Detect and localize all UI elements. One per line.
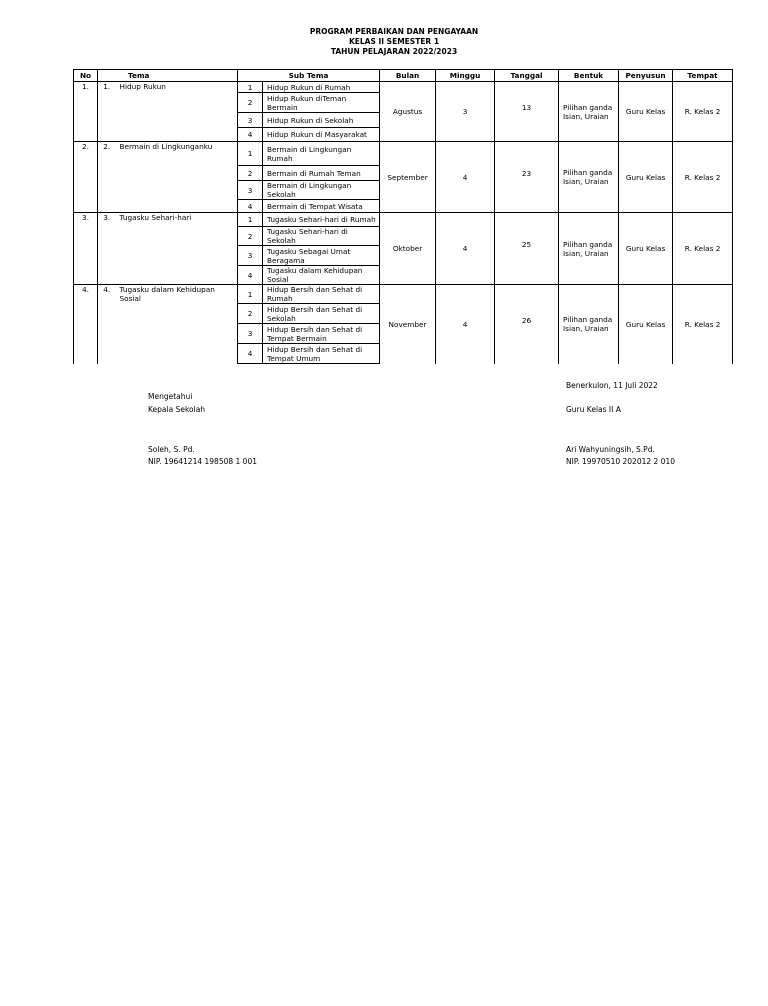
tanggal-cell: 23 [495,142,559,213]
tempat-cell: R. Kelas 2 [673,213,733,285]
bulan-cell: September [380,142,436,213]
tema-number-cell: 3. [98,213,116,285]
subtema-number-cell: 3 [238,246,263,266]
bentuk-cell: Pilihan ganda Isian, Uraian [559,285,619,364]
penyusun-cell: Guru Kelas [619,142,673,213]
tanggal-cell: 25 [495,213,559,285]
col-header-bulan: Bulan [380,70,436,82]
col-header-minggu: Minggu [436,70,495,82]
program-table [73,69,733,364]
subtema-number-cell: 3 [238,324,263,344]
table-row [74,82,733,93]
tema-cell: Bermain di Lingkunganku [116,142,238,213]
signature-place-date: Benerkulon, 11 Juli 2022 [566,381,658,390]
subtema-cell: Hidup Rukun di Rumah [263,82,380,93]
subtema-number-cell: 4 [238,344,263,364]
row-number-cell: 3. [74,213,98,285]
subtema-number-cell: 2 [238,93,263,113]
subtema-cell: Bermain di Lingkungan Rumah [263,142,380,166]
bentuk-cell: Pilihan ganda Isian, Uraian [559,82,619,142]
signature-left-label-2: Kepala Sekolah [148,405,206,414]
penyusun-cell: Guru Kelas [619,82,673,142]
doc-title-line-3: TAHUN PELAJARAN 2022/2023 [330,47,458,56]
subtema-number-cell: 4 [238,128,263,142]
signature-right-label: Guru Kelas II A [566,405,621,414]
bulan-cell: Oktober [380,213,436,285]
table-header-row [74,70,733,82]
tema-cell: Hidup Rukun [116,82,238,142]
signature-left-name: Soleh, S. Pd. [148,445,195,454]
subtema-cell: Hidup Rukun di Sekolah [263,113,380,128]
col-header-tanggal: Tanggal [495,70,559,82]
bentuk-cell: Pilihan ganda Isian, Uraian [559,142,619,213]
subtema-cell: Bermain di Rumah Teman [263,166,380,181]
subtema-number-cell: 2 [238,227,263,246]
row-number-cell: 1. [74,82,98,142]
minggu-cell: 4 [436,213,495,285]
minggu-cell: 4 [436,142,495,213]
table-row [74,285,733,304]
subtema-cell: Bermain di Tempat Wisata [263,200,380,213]
subtema-cell: Hidup Rukun di Masyarakat [263,128,380,142]
subtema-cell: Hidup Rukun diTeman Bermain [263,93,380,113]
tema-number-cell: 2. [98,142,116,213]
tempat-cell: R. Kelas 2 [673,82,733,142]
tempat-cell: R. Kelas 2 [673,142,733,213]
subtema-number-cell: 2 [238,166,263,181]
bentuk-cell: Pilihan ganda Isian, Uraian [559,213,619,285]
subtema-number-cell: 4 [238,266,263,285]
tanggal-cell: 13 [495,82,559,142]
tema-number-cell: 1. [98,82,116,142]
row-number-cell: 4. [74,285,98,364]
tema-number-cell: 4. [98,285,116,364]
penyusun-cell: Guru Kelas [619,213,673,285]
subtema-cell: Hidup Bersih dan Sehat di Sekolah [263,304,380,324]
col-header-tema: Tema [98,70,238,82]
signature-right-nip: NIP. 19970510 202012 2 010 [566,457,675,466]
row-number-cell: 2. [74,142,98,213]
minggu-cell: 4 [436,285,495,364]
col-header-bentuk: Bentuk [559,70,619,82]
doc-title-line-1: PROGRAM PERBAIKAN DAN PENGAYAAN [309,27,479,36]
subtema-cell: Bermain di Lingkungan Sekolah [263,181,380,200]
penyusun-cell: Guru Kelas [619,285,673,364]
col-header-tempat: Tempat [673,70,733,82]
subtema-cell: Hidup Bersih dan Sehat di Rumah [263,285,380,304]
subtema-number-cell: 2 [238,304,263,324]
doc-title-line-2: KELAS II SEMESTER 1 [348,37,440,46]
tanggal-cell: 26 [495,285,559,364]
subtema-number-cell: 1 [238,82,263,93]
table-row [74,142,733,166]
bulan-cell: Agustus [380,82,436,142]
tema-cell: Tugasku Sehari-hari [116,213,238,285]
tema-cell: Tugasku dalam Kehidupan Sosial [116,285,238,364]
table-row [74,213,733,227]
signature-right-name: Ari Wahyuningsih, S.Pd. [566,445,655,454]
subtema-number-cell: 1 [238,213,263,227]
col-header-subtema: Sub Tema [238,70,380,82]
subtema-cell: Hidup Bersih dan Sehat di Tempat Bermain [263,324,380,344]
minggu-cell: 3 [436,82,495,142]
subtema-number-cell: 3 [238,181,263,200]
signature-left-nip: NIP. 19641214 198508 1 001 [148,457,257,466]
subtema-number-cell: 1 [238,285,263,304]
subtema-number-cell: 1 [238,142,263,166]
col-header-no: No [74,70,98,82]
signature-left-label-1: Mengetahui [148,392,193,401]
subtema-cell: Tugasku Sehari-hari di Sekolah [263,227,380,246]
subtema-number-cell: 4 [238,200,263,213]
subtema-cell: Tugasku dalam Kehidupan Sosial [263,266,380,285]
subtema-cell: Hidup Bersih dan Sehat di Tempat Umum [263,344,380,364]
col-header-penyusun: Penyusun [619,70,673,82]
bulan-cell: November [380,285,436,364]
subtema-number-cell: 3 [238,113,263,128]
subtema-cell: Tugasku Sebagai Umat Beragama [263,246,380,266]
subtema-cell: Tugasku Sehari-hari di Rumah [263,213,380,227]
tempat-cell: R. Kelas 2 [673,285,733,364]
